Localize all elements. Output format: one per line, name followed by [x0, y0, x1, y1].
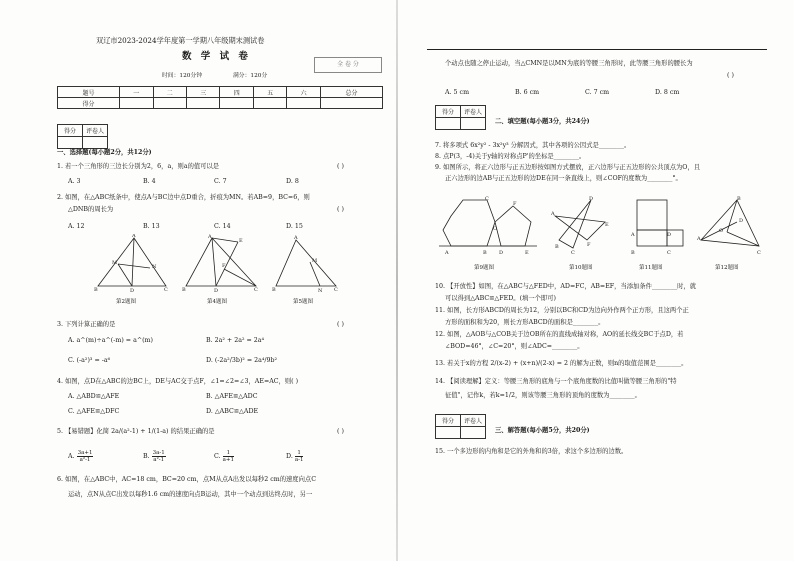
grader-box-2 [435, 105, 486, 130]
top-rule [427, 49, 767, 50]
q4-option-d: D. △ABC≌△ADE [206, 408, 259, 415]
q1-text: 1. 若一个三角形的三边长分别为2，6，a，则a的值可以是 [57, 163, 220, 170]
q5-option-a [68, 450, 93, 463]
svg-text:E: E [525, 250, 529, 256]
q5-option-b-letter: B. [143, 453, 150, 460]
score-cell: 总分 [320, 87, 382, 98]
score-table [57, 86, 383, 109]
q4-option-a: A. △ABD≌△AFE [68, 393, 120, 400]
svg-text:B: B [555, 244, 559, 250]
caption-fig5: 第5题图 [293, 299, 313, 305]
fraction-denominator: a²-1 [79, 457, 91, 463]
q6-line1: 6. 如图，在△ABC中，AC=18 cm，BC=20 cm，点M从点A出发以每秒2 cm的速度向点C [57, 476, 317, 483]
q5-text: 5. 【易错题】化简 2a/(a²-1) + 1/(1-a) 的结果正确的是 [57, 428, 215, 435]
q6-line2: 运动，点N从点C出发以每秒1.6 cm的速度向点B运动，其中一个动点到达终点时，另一 [68, 491, 313, 498]
svg-text:A: A [631, 232, 635, 238]
svg-text:D: D [667, 232, 672, 238]
svg-text:A: A [294, 235, 298, 241]
score-input-cell[interactable] [253, 98, 286, 109]
q15-answer-area[interactable] [435, 462, 765, 542]
figure-q10 [547, 196, 619, 262]
svg-text:O: O [719, 228, 724, 234]
q14-line1: 14. 【阅读理解】定义：等腰三角形的底角与一个底角度数的比值叫做等腰三角形的"特 [435, 378, 677, 385]
svg-text:E: E [605, 222, 609, 228]
score-table-header-row [58, 87, 383, 98]
svg-text:O: O [493, 226, 498, 232]
q12-line1: 12. 如图，△AOB与△COB关于边OB所在的直线成轴对称，AO的延长线交BC于点D，若 [435, 331, 684, 338]
q1-option-c: C. 7 [214, 178, 227, 185]
svg-text:C: C [757, 250, 761, 256]
caption-fig2: 第2题图 [116, 299, 136, 305]
caption-fig12: 第12题图 [715, 265, 739, 271]
fraction-denominator: a²-1 [153, 457, 165, 463]
fraction-numerator: 1 [223, 450, 234, 457]
q2-option-c: C. 14 [214, 223, 231, 230]
figure-q2 [92, 234, 172, 296]
grader-box-1 [57, 124, 108, 149]
q2-option-a: A. 12 [68, 223, 85, 230]
score-cell: 二 [153, 87, 186, 98]
figure-q11 [629, 196, 689, 262]
q5-bracket: ( ) [337, 428, 344, 435]
grader-reviewer-cell[interactable] [461, 427, 486, 439]
score-cell: 三 [187, 87, 220, 98]
q2-line1: 2. 如图，在△ABC纸条中，使点A与BC边中点D重合，折痕为MN。若AB=9，BC=6，则 [57, 194, 310, 201]
svg-text:A: A [208, 234, 212, 240]
svg-text:D: D [214, 288, 219, 294]
svg-text:B: B [737, 196, 741, 202]
svg-text:B: B [182, 287, 186, 293]
fraction-numerator: 1 [295, 450, 304, 457]
q1-option-d: D. 8 [286, 178, 299, 185]
grader-box-3 [435, 414, 486, 439]
score-cell: 五 [253, 87, 286, 98]
score-input-cell[interactable] [120, 98, 153, 109]
svg-text:D: D [130, 288, 135, 294]
q5-option-d-letter: D. [286, 453, 293, 460]
score-input-cell[interactable] [187, 98, 220, 109]
svg-text:D: D [589, 196, 594, 202]
svg-text:F: F [587, 242, 591, 248]
score-cell: 题号 [58, 87, 120, 98]
svg-text:A: A [445, 250, 449, 256]
svg-text:B: B [631, 250, 635, 256]
q2-option-b: B. 13 [143, 223, 160, 230]
svg-text:M: M [312, 258, 318, 264]
svg-text:F: F [513, 201, 517, 207]
score-total-label: 满分：120分 [233, 73, 268, 79]
q1-bracket: ( ) [337, 163, 344, 170]
caption-fig9: 第9题图 [474, 265, 494, 271]
q1-option-a: A. 3 [68, 178, 81, 185]
q5-option-a-letter: A. [68, 453, 75, 460]
q2-bracket: ( ) [337, 206, 344, 213]
q5-option-b [143, 450, 166, 463]
q2-option-d: D. 15 [286, 223, 303, 230]
score-cell: 一 [120, 87, 153, 98]
q7-text: 7. 将多项式 6x²y² - 3x²y³ 分解因式，其中各项的公因式是________。 [435, 142, 631, 149]
svg-text:D: D [499, 250, 504, 256]
grader-score-label: 得分 [58, 125, 83, 137]
q1-option-b: B. 4 [143, 178, 156, 185]
q9-line2: 正六边形的边AB与正五边形的边DE在同一条直线上，则∠COF的度数为________°。 [445, 175, 682, 182]
grader-reviewer-label: 评卷人 [83, 125, 108, 137]
stamp-text: 全 卷 分 [337, 61, 359, 68]
subject-title: 数 学 试 卷 [182, 51, 251, 62]
grader-reviewer-label: 评卷人 [461, 415, 486, 427]
time-label: 时间：120分钟 [162, 73, 203, 79]
svg-text:B: B [94, 287, 98, 293]
q12-line2: ∠BOD=46°，∠C=20°，则∠ADC=________。 [445, 343, 584, 350]
q6-option-d: D. 8 cm [655, 89, 680, 96]
section-2-title: 二、填空题(每小题3分，共24分) [495, 118, 590, 125]
fraction-numerator: 3a-1 [152, 450, 165, 456]
svg-text:C: C [485, 196, 489, 202]
q4-option-b: B. △AFE≌△ADC [206, 393, 258, 400]
q13-text: 13. 若关于x的方程 2/(x-2) + (x+n)/(2-x) = 2 的解为正数，则n的取值范围是________。 [435, 360, 688, 367]
right-page [397, 0, 794, 561]
caption-fig11: 第11题图 [639, 265, 663, 271]
figure-q12 [697, 196, 765, 262]
score-cell: 六 [287, 87, 320, 98]
q3-option-c: C. (-a²)³ = -a⁶ [68, 357, 111, 364]
svg-text:A: A [697, 236, 701, 242]
svg-text:A: A [132, 234, 136, 239]
grader-score-cell[interactable] [436, 118, 461, 130]
svg-text:C: C [334, 287, 338, 293]
q5-option-d [286, 450, 303, 463]
stamp-box [314, 57, 382, 73]
figure-q6 [270, 234, 350, 296]
q3-text: 3. 下列计算正确的是 [57, 321, 116, 328]
svg-text:C: C [667, 250, 671, 256]
svg-text:C: C [571, 250, 575, 256]
figure-q9 [439, 196, 537, 262]
score-input-cell[interactable] [287, 98, 320, 109]
q4-option-c: C. △AFE≌△DFC [68, 408, 120, 415]
svg-text:F: F [222, 263, 226, 269]
q6-option-c: C. 7 cm [585, 89, 610, 96]
svg-text:M: M [112, 260, 118, 266]
q6-bracket: ( ) [727, 72, 734, 79]
fraction-denominator: a+1 [222, 457, 235, 463]
q5-option-a-fraction [77, 450, 94, 463]
q10-line1: 10. 【开放性】如图，在△ABC与△FED中，AD=FC，AB=EF，当添加条件________时，就 [435, 283, 697, 290]
q6-line3: 个动点也随之停止运动，当△CMN是以MN为底的等腰三角形时，此等腰三角形的腰长为 [445, 60, 693, 67]
grader-reviewer-cell[interactable] [83, 137, 108, 149]
q4-line1: 4. 如图，点D在△ABC的边BC上，DE与AC交于点F，∠1=∠2=∠3，AE=AC，则( ) [57, 378, 299, 385]
fraction-numerator: 3a+1 [77, 450, 93, 456]
caption-fig4: 第4题图 [207, 299, 227, 305]
score-cell: 四 [220, 87, 253, 98]
q3-option-a: A. a^(m)÷a^(-m) = a^(m) [68, 337, 153, 344]
grader-reviewer-label: 评卷人 [461, 106, 486, 118]
svg-text:N: N [318, 288, 323, 294]
grader-score-cell[interactable] [58, 137, 83, 149]
grader-score-label: 得分 [436, 415, 461, 427]
q5-option-c-fraction [223, 450, 234, 463]
svg-text:E: E [239, 238, 243, 244]
q5-option-c-letter: C. [214, 453, 221, 460]
q3-option-d: D. (-2a²/3b)² = 2a⁴/9b² [206, 357, 278, 364]
score-input-cell[interactable] [320, 98, 382, 109]
score-input-cell[interactable] [220, 98, 253, 109]
q3-option-b: B. 2a² + 2a² = 2a⁴ [206, 337, 265, 344]
grader-score-label: 得分 [436, 106, 461, 118]
grader-score-cell[interactable] [436, 427, 461, 439]
fraction-denominator: a-1 [294, 457, 304, 463]
q14-line2: 征值"，记作k，若k=1/2，则该等腰三角形的顶角的度数为________。 [445, 392, 641, 399]
q11-line1: 11. 如图，长方形ABCD的周长为12，分别以BC和CD为边向外作两个正方形，且这两个正 [435, 307, 689, 314]
section-1-title: 一、选择题(每小题2分，共12分) [57, 149, 152, 156]
svg-text:A: A [551, 211, 555, 217]
svg-text:D: D [739, 218, 744, 224]
q15-text: 15. 一个多边形的内角和是它的外角和的3倍，求这个多边形的边数。 [435, 448, 628, 455]
svg-text:C: C [164, 287, 168, 293]
q6-option-a: A. 5 cm [445, 89, 470, 96]
caption-fig10: 第10题图 [569, 265, 593, 271]
q2-line2: △DNB的周长为 [68, 206, 114, 213]
q6-option-b: B. 6 cm [515, 89, 540, 96]
q11-line2: 方形的面积和为20，则长方形ABCD的面积是________。 [445, 319, 605, 326]
exam-title: 双辽市2023-2024学年度第一学期八年级期末测试卷 [96, 36, 265, 45]
q5-option-c [214, 450, 234, 463]
section-3-title: 三、解答题(每小题5分，共20分) [495, 427, 590, 434]
score-table-score-row [58, 98, 383, 109]
svg-text:B: B [272, 287, 276, 293]
figure-q4 [182, 234, 262, 296]
score-input-cell[interactable] [153, 98, 186, 109]
svg-text:C: C [254, 287, 258, 293]
score-cell: 得分 [58, 98, 120, 109]
q3-bracket: ( ) [337, 321, 344, 328]
q10-line2: 可以得到△ABC≌△FED。(填一个即可) [445, 295, 556, 302]
q9-line1: 9. 如图所示，将正六边形与正五边形按如图方式摆放，正六边形与正五边形的公共顶点为O，且 [435, 164, 701, 171]
svg-text:B: B [483, 250, 487, 256]
svg-text:N: N [152, 264, 157, 270]
grader-reviewer-cell[interactable] [461, 118, 486, 130]
q8-text: 8. 点P(3，-4)关于y轴的对称点P'的坐标是________。 [435, 153, 586, 160]
q5-option-b-fraction [152, 450, 166, 463]
q5-option-d-fraction [295, 450, 304, 463]
